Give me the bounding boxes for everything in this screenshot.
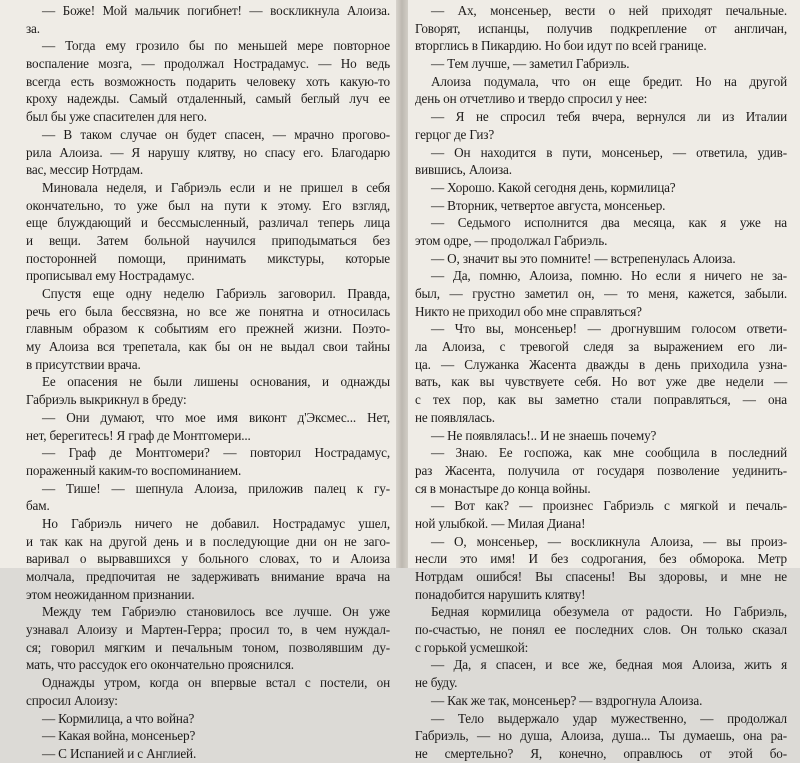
text-line: не появлялась.	[415, 409, 495, 425]
text-line: ца. — Служанка Жасента дважды в день приходила узна-	[415, 356, 787, 372]
text-line: рила Алоиза. — Я нарушу клятву, но спасу его. Благодарю	[26, 144, 390, 160]
text-line: нет, берегитесь! Я граф де Монтгомери...	[26, 427, 251, 443]
text-line: несли это имя! И без содрогания, без обморока. Метр	[415, 551, 787, 567]
text-line: с горькой усмешкой:	[415, 639, 529, 655]
text-line: прописывал ему Нострадамус.	[26, 268, 195, 284]
text-line: вившись, Алоиза.	[415, 162, 512, 178]
text-line: ла Алоиза, с тревогой следя за выражением его ли-	[415, 339, 787, 355]
text-line: по-счастью, не понял ее последних слов. Он только сказал	[415, 622, 787, 638]
text-line: ся; говорил мягким и печальным тоном, позволявшим ду-	[26, 639, 390, 655]
text-line: — Что вы, монсеньер! — дрогнувшим голосом ответи-	[431, 321, 787, 337]
text-line: Спустя еще одну неделю Габриэль заговорил. Правда,	[42, 286, 390, 301]
text-line: кроху надежды. Самый отдаленный, самый беглый луч ее	[26, 91, 390, 107]
text-line: — О, монсеньер, — воскликнула Алоиза, — вы произ-	[431, 533, 787, 549]
text-line: воспаление мозга, — продолжал Нострадамус. — Но ведь	[26, 56, 390, 72]
text-line: пораженный каким-то воспоминанием.	[26, 462, 242, 478]
text-line: не буду.	[415, 675, 458, 691]
text-line: раз Жасента, получила от государя позволение уединить-	[415, 462, 787, 478]
text-line: Говорят, испанцы, получив подкрепление от англичан,	[415, 20, 787, 36]
text-line: — Они думают, что мое имя виконт д'Эксмес... Нет,	[42, 409, 390, 425]
text-line: был, — грустно заметил он, — то меня, кажется, забыли.	[415, 286, 787, 301]
text-line: Бедная кормилица обезумела от радости. Но Габриэль,	[431, 604, 787, 620]
text-line: не смертельно? Я, конечно, оправлюсь от этой бо-	[415, 745, 787, 761]
text-line: молчала, предпочитая не задерживать внимание врача на	[26, 569, 390, 584]
text-line: бам.	[26, 498, 50, 514]
text-line: Габриэль, — но душа, Алоиза, душа... Ты думаешь, она ра-	[415, 728, 787, 744]
text-line: — Да, я спасен, и все же, бедная моя Алоиза, жить я	[431, 657, 787, 673]
text-line: — Вторник, четвертое августа, монсеньер.	[431, 197, 666, 213]
text-line: — Тише! — шепнула Алоиза, приложив палец к гу-	[42, 480, 390, 496]
text-line: Миновала неделя, и Габриэль если и не пришел в себя	[42, 179, 390, 195]
text-line: этом неожиданном признании.	[26, 586, 195, 602]
text-line: вторглись в Пикардию. Но бои идут по всей границе.	[415, 38, 707, 54]
text-line: — Знаю. Ее госпожа, как мне сообщила в последний	[431, 445, 787, 461]
text-line: — Не появлялась!.. И не знаешь почему?	[431, 427, 657, 443]
text-line: Ее опасения не были лишены основания, и однажды	[42, 374, 390, 390]
text-line: — Я не спросил тебя вчера, вернулся ли из Италии	[431, 109, 787, 125]
text-line: Однажды утром, когда он впервые встал с постели, он	[42, 675, 390, 691]
text-line: му Алоиза вся трепетала, как бы он не выдал свои тайны	[26, 339, 390, 355]
text-line: — С Испанией и с Англией.	[42, 745, 197, 761]
text-line: ся в монастыре до конца войны.	[415, 480, 591, 496]
text-line: еще блуждающий и бессмысленный, различал теперь лица	[26, 215, 390, 231]
text-line: и так как на другой день и в последующие дни он не заго-	[26, 533, 390, 549]
right-page	[415, 2, 787, 761]
text-line: в присутствии врача.	[26, 356, 141, 372]
text-line: день он отчетливо и твердо спросил у нее:	[415, 91, 648, 107]
text-line: — О, значит вы это помните! — встрепенулась Алоиза.	[431, 250, 736, 266]
text-line: спросил Алоизу:	[26, 692, 118, 708]
text-line: речь его была бессвязна, но все же понятна и относилась	[26, 303, 390, 319]
text-line: — Тем лучше, — заметил Габриэль.	[431, 56, 630, 72]
text-line: был бы уже спасителен для него.	[26, 109, 207, 125]
text-line: — Он находится в пути, монсеньер, — ответила, удив-	[431, 144, 787, 160]
text-line: — В таком случае он будет спасен, — мрачно прогово-	[42, 126, 390, 142]
text-line: этом одре, — продолжал Габриэль.	[415, 232, 608, 248]
text-line: Нотрдам ошибся! Вы спасены! Вы здоровы, и мне не	[415, 569, 787, 584]
text-line: — Боже! Мой мальчик погибнет! — воскликнула Алоиза.	[42, 3, 390, 18]
text-line: — Какая война, монсеньер?	[42, 728, 196, 744]
text-line: — Тело выдержало удар мужественно, — продолжал	[431, 710, 787, 726]
text-line: — Да, помню, Алоиза, помню. Но если я ничего не за-	[431, 268, 787, 284]
text-line: окончательно, то уже был на пути к этому. Его взгляд,	[26, 197, 390, 213]
left-page	[26, 2, 390, 761]
text-line: Но Габриэль ничего не добавил. Нострадамус ушел,	[42, 515, 390, 531]
text-line: — Седьмого исполнится два месяца, как я уже на	[431, 215, 787, 231]
text-line: — Кормилица, а что война?	[42, 710, 195, 726]
text-line: вас, мессир Нотрдам.	[26, 162, 144, 178]
text-line: — Ах, монсеньер, вести о ней приходят печальные.	[431, 3, 787, 18]
text-line: Алоиза подумала, что он еще бредит. Но на другой	[431, 73, 787, 89]
text-line: варивал о вырвавшихся у больного словах, то и Алоиза	[26, 551, 390, 567]
text-line: герцог де Гиз?	[415, 126, 495, 142]
text-line: — Граф де Монтгомери? — повторил Нострадамус,	[42, 445, 390, 461]
text-line: — Как же так, монсеньер? — вздрогнула Алоиза.	[431, 692, 703, 708]
text-line: — Вот как? — произнес Габриэль с мягкой и печаль-	[431, 498, 787, 514]
text-line: посторонней помощи, принимать микстуры, которые	[26, 250, 390, 266]
text-line: всегда есть возможность подарить человеку хоть какую-то	[26, 73, 390, 89]
text-line: — Хорошо. Какой сегодня день, кормилица?	[431, 179, 676, 195]
text-line: и вещи. Затем больной научился приподыматься без	[26, 232, 390, 248]
text-line: мать, что рассудок его окончательно прояснился.	[26, 657, 294, 673]
text-line: с тех пор, как вы заметно стали поправляться, — она	[415, 392, 787, 408]
book-gutter	[396, 0, 408, 568]
text-line: за.	[26, 20, 40, 36]
text-line: понадобится нарушить клятву!	[415, 586, 586, 602]
text-line: Габриэль выкрикнул в бреду:	[26, 392, 187, 408]
text-line: главным образом к событиям его прежней жизни. Поэто-	[26, 321, 390, 337]
text-line: Между тем Габриэлю становилось все лучше. Он уже	[42, 604, 390, 620]
text-line: — Тогда ему грозило бы по меньшей мере повторное	[42, 38, 390, 54]
text-line: Никто не приходил обо мне справляться?	[415, 303, 642, 319]
text-line: ной улыбкой. — Милая Диана!	[415, 515, 586, 531]
text-line: вать, как вы чувствуете себя. Но вот уже две недели —	[415, 374, 787, 390]
text-line: узнавал Алоизу и Мартен-Герра; просил то, в чем нуждал-	[26, 622, 390, 638]
